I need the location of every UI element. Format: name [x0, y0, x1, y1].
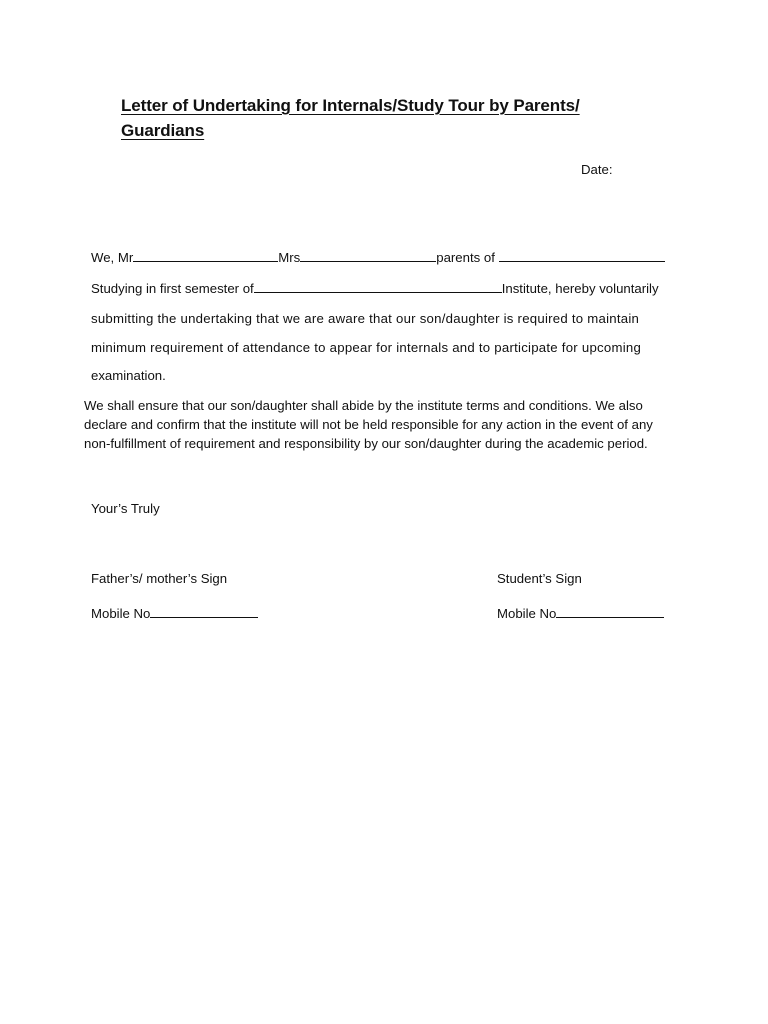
mother-name-blank — [300, 249, 436, 262]
student-sign-label: Student’s Sign — [497, 571, 582, 586]
body-line4: minimum requirement of attendance to appear for internals and to participate for upcoming — [91, 340, 642, 355]
body-line5: examination. — [91, 368, 166, 383]
studying-label: Studying in first semester of — [91, 281, 254, 296]
student-mobile-label: Mobile No — [497, 606, 557, 621]
date-label: Date: — [581, 162, 613, 177]
parent-mobile-line — [91, 605, 258, 621]
parents-line — [91, 249, 665, 265]
institute-label: Institute, hereby voluntarily — [501, 281, 659, 296]
institute-name-blank — [254, 280, 502, 293]
assurance-paragraph: We shall ensure that our son/daughter shall abide by the institute terms and conditions. We also declare and confirm that the institute will not be held responsible for any action in the event of any non-fulfillment of requirement and responsibility by our son/daughter during the academic period. — [84, 398, 653, 451]
parent-sign-label: Father’s/ mother’s Sign — [91, 571, 228, 586]
institute-line — [91, 280, 659, 296]
student-name-blank — [499, 249, 665, 262]
body-line3: submitting the undertaking that we are aware that our son/daughter is required to maintain — [91, 311, 640, 326]
closing-text: Your’s Truly — [91, 501, 160, 516]
we-mr-label: We, Mr — [91, 250, 134, 265]
mrs-label: Mrs — [278, 250, 301, 265]
letter-title-line2: Guardians — [121, 121, 205, 140]
father-name-blank — [133, 249, 278, 262]
parent-mobile-blank — [150, 605, 258, 618]
parent-mobile-label: Mobile No — [91, 606, 151, 621]
parents-of-label: parents of — [436, 250, 495, 265]
student-mobile-blank — [556, 605, 664, 618]
letter-title-line1: Letter of Undertaking for Internals/Study Tour by Parents/ — [121, 96, 580, 115]
student-mobile-line — [497, 605, 664, 621]
